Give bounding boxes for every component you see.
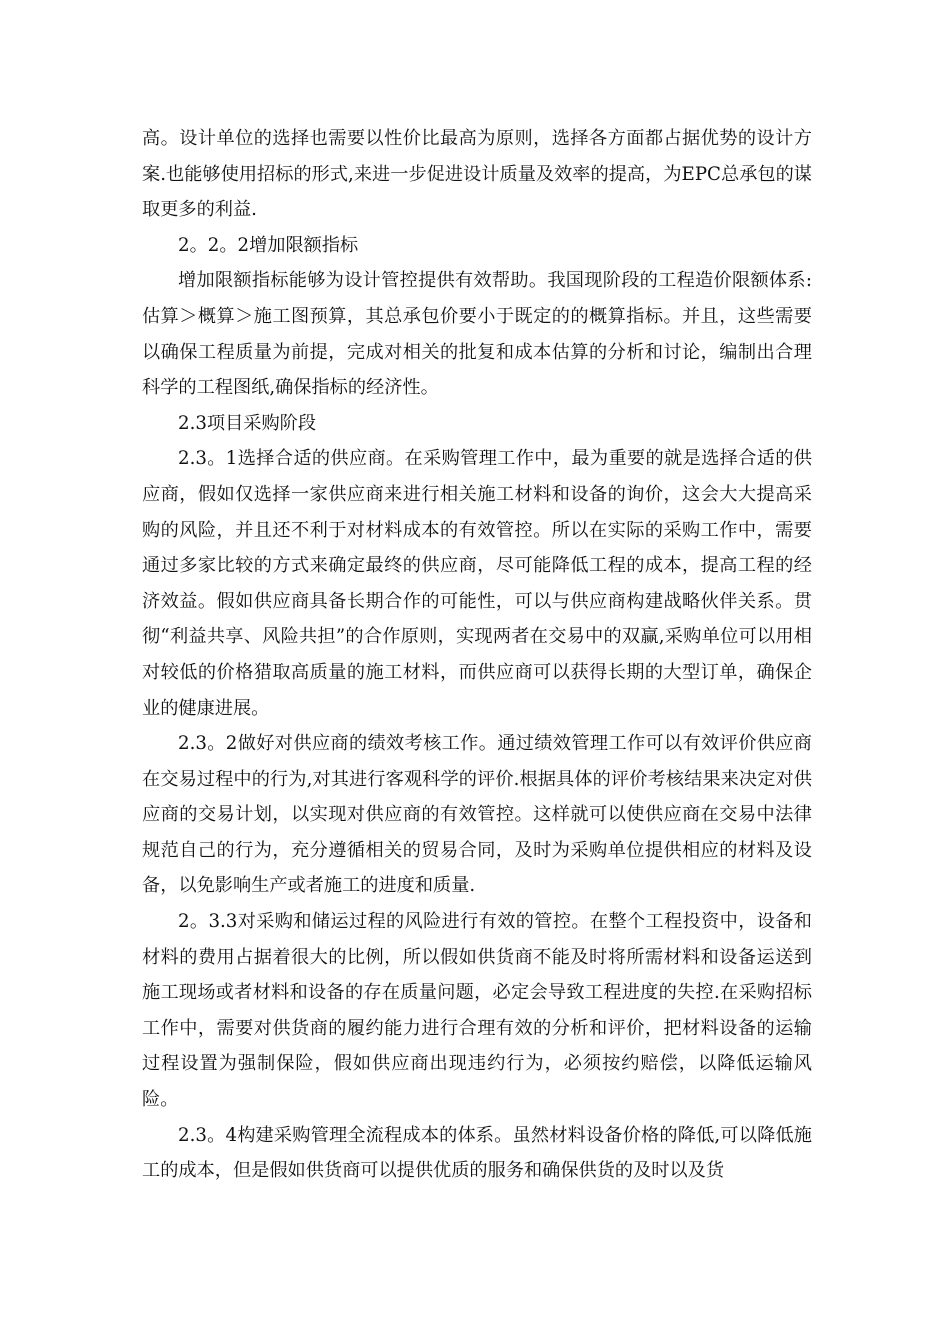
section-heading-2-2-2: 2。2。2增加限额指标 [178,234,359,256]
paragraph-select-supplier: 2.3。1选择合适的供应商。在采购管理工作中，最为重要的就是选择合适的供应商，假如仅选择一家供应商来进行相关施工材料和设备的询价，这会大大提高采购的风险，并且还不利于对材料成本的有效管控。所以在实际的采购工作中，需要通过多家比较的方式来确定最终的供应商，尽可能降低工程的成本，提高工程的经济效益。假如供应商具备长期合作的可能性，可以与供应商构建战略伙伴关系。贯彻“利益共享、风险共担”的合作原则，实现两者在交易中的双赢,采购单位可以用相对较低的价格猎取高质量的施工材料，而供应商可以获得长期的大型订单，确保企业的健康进展。 [142,448,812,719]
paragraph-procurement-risk: 2。3.3对采购和储运过程的风险进行有效的管控。在整个工程投资中，设备和材料的费用占据着很大的比例，所以假如供货商不能及时将所需材料和设备运送到施工现场或者材料和设备的存在质量问题，必定会导致工程进度的失控.在采购招标工作中，需要对供货商的履约能力进行合理有效的分析和评价，把材料设备的运输过程设置为强制保险，假如供应商出现违约行为，必须按约赔偿，以降低运输风险。 [142,911,812,1111]
section-heading-2-3: 2.3项目采购阶段 [178,412,317,434]
paragraph-design-selection: 高。设计单位的选择也需要以性价比最高为原则，选择各方面都占据优势的设计方案.也能够使用招标的形式,来进一步促进设计质量及效率的提高，为EPC总承包的谋取更多的利益. [142,128,812,221]
paragraph-procurement-cost-system: 2.3。4构建采购管理全流程成本的体系。虽然材料设备价格的降低,可以降低施工的成本，但是假如供货商可以提供优质的服务和确保供货的及时以及货 [142,1124,812,1182]
paragraph-quota-indicators: 增加限额指标能够为设计管控提供有效帮助。我国现阶段的工程造价限额体系:估算＞概算＞施工图预算，其总承包价要小于既定的的概算指标。并且，这些需要以确保工程质量为前提，完成对相关的批复和成本估算的分析和讨论，编制出合理科学的工程图纸,确保指标的经济性。 [142,270,812,399]
paragraph-supplier-performance: 2.3。2做好对供应商的绩效考核工作。通过绩效管理工作可以有效评价供应商在交易过程中的行为,对其进行客观科学的评价.根据具体的评价考核结果来决定对供应商的交易计划，以实现对供应商的有效管控。这样就可以使供应商在交易中法律规范自己的行为，充分遵循相关的贸易合同，及时为采购单位提供相应的材料及设备，以免影响生产或者施工的进度和质量. [142,733,812,897]
document-body [142,121,812,1189]
